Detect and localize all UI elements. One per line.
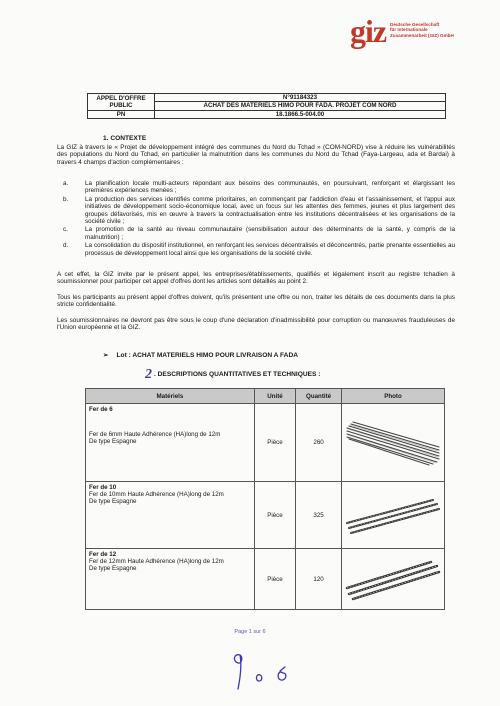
item-name: Fer de 12: [89, 551, 117, 558]
col-header-unite: Unité: [254, 389, 295, 404]
item-name: Fer de 6: [89, 406, 113, 413]
col-header-materiels: Matériels: [86, 389, 255, 404]
list-item: a. La planification locale multi-acteurs répondant aux besoins des communautés, en poursuivant, renforçant et élargissant les premières expériences menées ;: [63, 180, 455, 195]
item-quantity: 120: [296, 549, 342, 610]
paragraph-eligibility: Les soumissionnaires ne devront pas être sous le coup d'une déclaration d'inadmissibilité pour corruption ou manœuvres frauduleuses de l'Union européenne et la GIZ.: [57, 317, 455, 332]
action-fields-list: [57, 180, 455, 258]
logo-text: Deutsche Gesellschaft für Internationale Zusammenarbeit (GIZ) GmbH: [390, 22, 454, 38]
table-row: [86, 482, 445, 549]
item-unit: Pièce: [254, 549, 295, 610]
item-detail: Fer de 10mm Haute Adhérence (HA)long de 12m: [89, 491, 224, 498]
item-photo: [342, 482, 445, 549]
item-detail: Fer de 12mm Haute Adhérence (HA)long de 12m: [89, 558, 224, 565]
giz-logo: [350, 14, 490, 50]
item-quantity: 260: [296, 404, 342, 482]
rebar-bundle-image: [345, 418, 441, 468]
list-item: c. La promotion de la santé au niveau communautaire (sensibilisation autour des déterminants de la santé, y compris de la malnutrition) ;: [63, 226, 455, 241]
item-quantity: 325: [296, 482, 342, 549]
tender-type: APPEL D'OFFRE PUBLIC: [88, 94, 155, 111]
context-intro: La GIZ à travers le « Projet de développement intégré des communes du Nord du Tchad » (COM-NORD) vise à réduire les vulnérabilités des populations du Nord du Tchad, en particulier la malnutrition dans les communes du Nord du Tchad (Faya-Largeau, ada et Bardai) à travers 4 champs d'action complémentaires :: [57, 144, 455, 166]
section-title-contexte: 1. CONTEXTE: [103, 135, 147, 142]
page-number: Page 1 sur 6: [234, 629, 266, 635]
table-row: [86, 404, 445, 482]
item-unit: Pièce: [254, 404, 295, 482]
item-name: Fer de 10: [89, 484, 117, 491]
item-unit: Pièce: [254, 482, 295, 549]
materials-table: [85, 388, 445, 610]
col-header-quantite: Quantité: [296, 389, 342, 404]
col-header-photo: Photo: [342, 389, 445, 404]
item-detail: Fer de 6mm Haute Adhérence (HA)long de 12m: [89, 431, 221, 438]
handwritten-mark: 2: [145, 367, 152, 382]
rebar-bundle-image: [345, 554, 441, 604]
item-photo: [342, 549, 445, 610]
tender-title: ACHAT DES MATERIELS HIMO POUR FADA. PROJET COM NORD: [155, 102, 446, 110]
logo-mark: giz: [350, 13, 387, 49]
descriptions-heading: 2 . DESCRIPTIONS QUANTITATIVES ET TECHNIQUES :: [145, 367, 321, 382]
handwritten-initials: [228, 645, 298, 695]
rebar-bundle-image: [345, 490, 441, 540]
paragraph-invitation: A cet effet, la GIZ invite par le présent appel, les entreprises/établissements, qualifiés et légalement inscrit au registre tchadien à soumissionner pour participer cet appel d'offres dont les articles sont détaillés au point 2.: [57, 271, 455, 286]
pn-label: PN: [88, 110, 155, 118]
list-item: b. La production des services identifiés comme prioritaires, en commençant par l'addiction d'eau et l'assainissement, et l'appui aux initiatives de développement socio-économique local, avec un focus sur les attentes des femmes, jeunes et plus largement des groupes défavorisés, mis en œuvre à travers la contractualisation entre les institutions décentralisées et les organisations de la société civile ;: [63, 195, 455, 226]
paragraph-confidentiality: Tous les participants au présent appel d'offres doivent, qu'ils présentent une offre ou non, traiter les détails de ces documents dans la plus stricte confidentialité.: [57, 294, 455, 309]
arrow-icon: ➢: [103, 352, 109, 359]
lot-heading: ➢ Lot : ACHAT MATERIELS HIMO POUR LIVRAISON A FADA: [103, 352, 298, 359]
pn-value: 18.1866.5-004.00: [155, 110, 446, 118]
table-row: [86, 549, 445, 610]
header-table: [87, 93, 446, 119]
list-item: d. La consolidation du dispositif institutionnel, en renforçant les services décentralisés et déconcentrés, partie prenante essentielles au processus de développement local ainsi que les organisations de la société civile.: [63, 242, 455, 257]
item-photo: [342, 404, 445, 482]
tender-number: N°91184323: [155, 94, 446, 102]
item-type: De type Espagne: [89, 438, 137, 445]
item-type: De type Espagne: [89, 498, 137, 505]
item-type: De type Espagne: [89, 565, 137, 572]
